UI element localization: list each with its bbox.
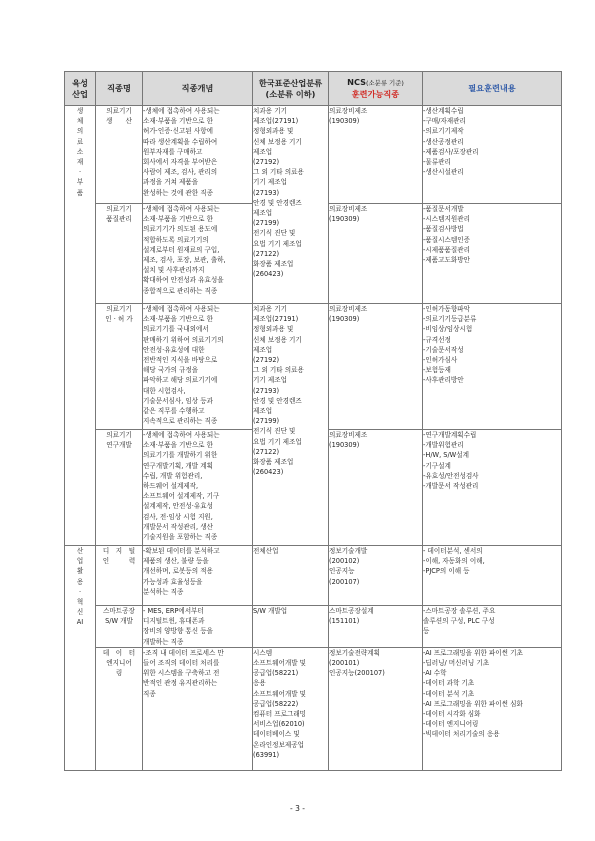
training-line: -인허가동향파악 — [423, 305, 470, 313]
training-content — [423, 546, 562, 606]
std-line: 치과용 기기 — [253, 305, 287, 313]
header-job: 직종명 — [96, 72, 143, 106]
concept-line: -조직 내 데이터 프로세스 만 — [143, 648, 224, 657]
concept-line: -생체에 접촉하여 사용되는 — [143, 107, 220, 115]
industry-classification — [253, 106, 329, 304]
concept-line: 검사, 전·임상 시험 지원, — [143, 512, 213, 521]
ncs-line: 인공지능 — [329, 567, 355, 576]
std-line: 소프트웨어개발 및 — [253, 659, 307, 668]
std-line: 온라인정보제공업 — [253, 740, 304, 749]
concept-line: 과정을 거쳐 제품을 — [143, 178, 199, 187]
std-line: 그 외 기타 의료용 — [253, 168, 304, 177]
concept-line: -생체에 접촉하여 사용되는 — [143, 305, 220, 313]
std-line: (27192) — [253, 356, 280, 365]
training-line: -빅데이터 처리기술의 응용 — [423, 730, 500, 739]
std-line: 서비스업(62010) — [253, 720, 305, 729]
concept-line: 안전성·유효성에 대한 — [143, 345, 205, 354]
training-line: -데이터 분석 기초 — [423, 689, 475, 698]
concept-line: -생체에 접촉하여 사용되는 — [143, 431, 220, 439]
std-line: (27199) — [253, 219, 280, 228]
header-std-line1: 한국표준산업분류 — [258, 77, 323, 88]
concept-line: 사람이 제조, 검사, 관리의 — [143, 168, 218, 177]
page-number: - 3 - — [290, 804, 305, 813]
training-line: 솔루션의 구성, PLC 구성 — [423, 617, 495, 626]
training-line: -생산계획수립 — [423, 107, 464, 115]
job-name-line: 인 · 허 가 — [105, 315, 133, 324]
std-line: 기기 제조업 — [253, 376, 287, 385]
sector-char: · — [78, 168, 82, 177]
training-content — [423, 647, 562, 770]
training-content — [423, 304, 562, 430]
concept-line: 소재·부품을 기반으로 한 — [143, 117, 213, 126]
ncs-line: (200107) — [329, 577, 360, 586]
header-ncs-red: 훈련가능직종 — [351, 89, 400, 99]
training-line: -품질시스템인증 — [423, 235, 470, 244]
table-body — [65, 106, 562, 771]
concept-line: 가능성과 효율성등을 — [143, 577, 203, 586]
std-line: 화장품 제조업 — [253, 260, 294, 269]
concept-line: 반적인 관정 유지관리하는 — [143, 679, 218, 688]
ncs-line: 정보기술전략계획 — [329, 648, 380, 657]
header-training: 필요훈련내용 — [423, 72, 562, 106]
training-line: -품질문서개발 — [423, 205, 464, 213]
concept-line: 소재·부품을 기반으로 한 — [143, 441, 213, 450]
std-line: 전기식 진단 및 — [253, 229, 296, 238]
sector-char: 체 — [76, 117, 84, 126]
training-line: -AI 프로그래밍을 위한 파이썬 기초 — [423, 648, 523, 657]
ncs-line: 인공지능(200107) — [329, 669, 385, 678]
sector-char: 혁 — [76, 598, 84, 607]
sector-char: 용 — [76, 577, 84, 586]
header-std-line2: (소분류 이하) — [265, 88, 316, 99]
concept-line: 판매하기 위하여 의료기기의 — [143, 335, 224, 344]
std-line: 화장품 제조업 — [253, 458, 294, 467]
std-line: (27122) — [253, 249, 280, 258]
ncs-category — [329, 204, 423, 304]
std-line: (260423) — [253, 468, 284, 477]
std-line: 전체산업 — [253, 547, 279, 555]
concept-line: 직종 — [143, 689, 156, 698]
concept-line: 설계로부터 원재료의 구입, — [143, 245, 220, 254]
ncs-line: (200102) — [329, 557, 360, 566]
std-line: 제조업 — [253, 345, 273, 354]
training-line: -규격선정 — [423, 335, 451, 344]
std-line: 공급업(58221) — [253, 669, 299, 678]
industry-classification — [253, 647, 329, 770]
job-name-line: 엔지니어 — [106, 659, 132, 668]
job-name — [96, 430, 143, 546]
std-line: 그 외 기타 의료용 — [253, 366, 304, 375]
ncs-line: 의료장비제조 — [329, 107, 368, 115]
std-line: 공급업(58222) — [253, 699, 299, 708]
concept-line: 소재·부품을 기반으로 한 — [143, 315, 213, 324]
header-ncs-line1 — [329, 77, 422, 89]
ncs-line: 의료장비제조 — [329, 431, 368, 439]
training-line: -이해, 자동화의 이해, — [423, 557, 485, 566]
std-line: 응용 — [253, 679, 266, 688]
table-row — [65, 304, 562, 430]
concept-line: 원부자재를 구매하고 — [143, 147, 203, 156]
concept-line: 장비의 양방향 통신 등을 — [143, 627, 213, 636]
training-line: -PJCP의 이해 등 — [423, 567, 470, 576]
job-name-line: 의료기기 — [106, 205, 132, 213]
std-line: 제조업(27191) — [253, 117, 299, 126]
training-line: -제품고도화방안 — [423, 256, 470, 265]
training-content — [423, 106, 562, 204]
concept-line: - MES, ERP에서부터 — [143, 607, 204, 615]
job-name-line: S/W 개발 — [105, 617, 133, 626]
job-name — [96, 204, 143, 304]
header-ncs-sub: (소분류 기준) — [366, 79, 404, 87]
concept-line: 지속적으로 관리하는 직종 — [143, 417, 218, 426]
std-line: 제조업 — [253, 209, 273, 218]
job-name-line: 스마트공장 — [103, 607, 135, 615]
std-line: 제조업 — [253, 147, 273, 156]
std-line: 안경 및 안경렌즈 — [253, 396, 302, 405]
std-line: 전기식 진단 및 — [253, 427, 296, 436]
training-line: -시제품품질관리 — [423, 245, 470, 254]
ncs-line: (190309) — [329, 315, 360, 324]
header-sector-line2: 산업 — [72, 88, 88, 99]
training-line: -개발문서 작성관리 — [423, 482, 479, 491]
training-line: 등 — [423, 627, 430, 636]
job-name — [96, 647, 143, 770]
table-row — [65, 606, 562, 648]
sector-cell-ai — [65, 546, 96, 771]
job-name — [96, 106, 143, 204]
std-line: 시스템 — [253, 648, 273, 657]
std-line: S/W 개발업 — [253, 607, 288, 615]
training-line: -의료기기제작 — [423, 127, 464, 136]
concept-line: 들어 조직의 데이터 처리를 — [143, 659, 220, 668]
sector-char: · — [78, 587, 82, 596]
concept-line: 대한 시험검사, — [143, 386, 186, 395]
std-line: 기기 제조업 — [253, 178, 287, 187]
std-line: 제조업(27191) — [253, 315, 299, 324]
ncs-category — [329, 647, 423, 770]
job-concept — [143, 304, 253, 430]
job-name-line: 의료기기 — [106, 431, 132, 439]
concept-line: 소재·부품을 기반으로 한 — [143, 215, 213, 224]
training-line: -보험등재 — [423, 366, 451, 375]
concept-line: 분석하는 직종 — [143, 587, 184, 596]
sector-char: 활 — [76, 567, 84, 576]
ncs-line: (200101) — [329, 659, 360, 668]
sector-char: 부 — [76, 178, 84, 187]
sector-char: 재 — [76, 158, 84, 167]
industry-classification — [253, 304, 329, 546]
std-line: (260423) — [253, 270, 284, 279]
concept-line: 수립, 개발 위험관리, — [143, 471, 203, 480]
concept-line: 의료기기를 국내외에서 — [143, 325, 209, 334]
header-concept: 직종개념 — [143, 72, 253, 106]
training-line: -기술문서작성 — [423, 345, 464, 354]
training-content — [423, 606, 562, 648]
std-line: 안경 및 안경렌즈 — [253, 198, 302, 207]
std-line: (63991) — [253, 750, 280, 759]
std-line: 정형외과용 및 — [253, 127, 294, 136]
ncs-line: 의료장비제조 — [329, 205, 368, 213]
job-name-line: 데 이 터 — [102, 648, 136, 657]
training-line: -데이터 과학 기초 — [423, 679, 475, 688]
concept-line: 회사에서 자격을 부여받은 — [143, 158, 218, 167]
training-line: -AI 프로그래밍을 위한 파이썬 심화 — [423, 699, 523, 708]
concept-line: 허가·인증·신고된 사항에 — [143, 127, 213, 136]
job-concept — [143, 606, 253, 648]
ncs-line: 의료장비제조 — [329, 305, 368, 313]
training-line: -의료기기등급분류 — [423, 315, 477, 324]
job-name-line: 품질관리 — [106, 215, 132, 224]
concept-line: 전반적인 지식을 바탕으로 — [143, 356, 218, 365]
concept-line: 연구개발기획, 개발 계획 — [143, 461, 213, 470]
concept-line: 위한 시스템을 구축하고 전 — [143, 669, 220, 678]
training-line: -기구설계 — [423, 461, 451, 470]
sector-cell-bio — [65, 106, 96, 546]
concept-line: 개발문서 작성관리, 생산 — [143, 522, 213, 531]
std-line: 제조업 — [253, 407, 273, 416]
training-line: -물류관리 — [423, 158, 451, 167]
sector-char: 의 — [76, 127, 84, 136]
concept-line: 하드웨어 설계제작, — [143, 482, 199, 491]
std-line: (27193) — [253, 386, 280, 395]
concept-line: 제조, 검사, 포장, 보관, 출하, — [143, 256, 226, 265]
training-line: -인허가심사 — [423, 356, 458, 365]
job-name-line: 인 력 — [102, 557, 136, 566]
concept-line: 소프트웨어 설계제작, 기구 — [143, 492, 220, 501]
table-row — [65, 546, 562, 606]
concept-line: 파악하고 해당 의료기기에 — [143, 376, 218, 385]
ncs-line: (151101) — [329, 617, 360, 626]
job-name-line: 링 — [115, 669, 123, 678]
header-ncs — [329, 72, 423, 106]
training-content — [423, 204, 562, 304]
std-line: 컴퓨터 프로그래밍 — [253, 710, 307, 719]
concept-line: 기술지원을 포함하는 직종 — [143, 533, 218, 542]
concept-line: -확보된 데이터를 분석하고 — [143, 547, 220, 555]
training-line: -연구개발계획수립 — [423, 431, 477, 439]
industry-classification — [253, 546, 329, 606]
sector-char: 산 — [76, 547, 84, 555]
std-line: 정형외과용 및 — [253, 325, 294, 334]
concept-line: 해당 국가의 규정을 — [143, 366, 199, 375]
std-line: 데이터베이스 및 — [253, 730, 300, 739]
concept-line: 개발하는 직종 — [143, 637, 184, 646]
concept-line: 디지털트윈, 휴대폰과 — [143, 617, 205, 626]
concept-line: -생체에 접촉하여 사용되는 — [143, 205, 220, 213]
concept-line: 설치 및 사후관리까지 — [143, 266, 205, 275]
training-line: -생산시설관리 — [423, 168, 464, 177]
job-name — [96, 304, 143, 430]
header-std — [253, 72, 329, 106]
job-concept — [143, 546, 253, 606]
ncs-category — [329, 606, 423, 648]
job-name-line: 생 산 — [106, 117, 132, 126]
job-concept — [143, 430, 253, 546]
std-line: 요법 기기 제조업 — [253, 437, 302, 446]
ncs-category — [329, 430, 423, 546]
ncs-line: (190309) — [329, 117, 360, 126]
job-name-line: 연구개발 — [106, 441, 132, 450]
training-line: -비임상/임상시험 — [423, 325, 473, 334]
job-concept — [143, 204, 253, 304]
industry-classification — [253, 606, 329, 648]
header-sector-line1: 육성 — [72, 77, 88, 88]
ncs-line: (190309) — [329, 441, 360, 450]
training-line: -사후관리방안 — [423, 376, 464, 385]
job-name — [96, 606, 143, 648]
std-line: (27192) — [253, 158, 280, 167]
ncs-line: (190309) — [329, 215, 360, 224]
table-row — [65, 106, 562, 204]
ncs-category — [329, 106, 423, 204]
training-line: -H/W, S/W설계 — [423, 451, 469, 460]
training-line: -구매/자재관리 — [423, 117, 466, 126]
training-line: -스마트공장 솔루션, 주요 — [423, 607, 496, 615]
occupation-table — [64, 71, 562, 771]
job-name — [96, 546, 143, 606]
concept-line: 개선하며, 로봇등의 적용 — [143, 567, 213, 576]
concept-line: 의료기기가 의도된 용도에 — [143, 225, 218, 234]
sector-char: 품 — [76, 188, 84, 197]
training-line: -제품검사/포장관리 — [423, 147, 479, 156]
ncs-category — [329, 546, 423, 606]
std-line: 소프트웨어개발 및 — [253, 689, 307, 698]
training-content — [423, 430, 562, 546]
std-line: 신체 보정용 기기 — [253, 335, 302, 344]
concept-line: 종합적으로 관리하는 직종 — [143, 286, 218, 295]
std-line: (27193) — [253, 188, 280, 197]
training-line: -딥러닝/ 머신러닝 기초 — [423, 659, 490, 668]
sector-char: 신 — [76, 608, 84, 617]
training-line: -데이터 시각화 심화 — [423, 710, 481, 719]
sector-char: AI — [76, 618, 84, 627]
concept-line: 기술문서심사, 임상 등과 — [143, 396, 213, 405]
concept-line: 적합하도록 의료기기의 — [143, 235, 209, 244]
ncs-line: 스마트공장설계 — [329, 607, 374, 615]
sector-char: 료 — [76, 137, 84, 146]
concept-line: 같은 직무를 수행하고 — [143, 407, 205, 416]
job-concept — [143, 647, 253, 770]
job-name-line: 디 지 털 — [102, 547, 136, 555]
concept-line: 완성하는 것에 관한 직종 — [143, 188, 213, 197]
training-line: -AI 수학 — [423, 669, 447, 678]
job-concept — [143, 106, 253, 204]
std-line: (27199) — [253, 417, 280, 426]
training-line: -생산공정관리 — [423, 137, 464, 146]
concept-line: 설계제작, 안전성·유효성 — [143, 502, 213, 511]
header-sector — [65, 72, 96, 106]
ncs-line: 정보기술개발 — [329, 547, 368, 555]
sector-char: 소 — [76, 147, 84, 156]
concept-line: 따라 생산계획을 수립하여 — [143, 137, 218, 146]
training-line: -데이터 엔지니어링 — [423, 720, 479, 729]
concept-line: 확대하여 안전성과 유효성을 — [143, 276, 224, 285]
sector-char: 업 — [76, 557, 84, 566]
table-header-row — [65, 72, 562, 106]
std-line: (27122) — [253, 447, 280, 456]
sector-char: 생 — [76, 107, 84, 115]
table-row — [65, 647, 562, 770]
training-line: -유효성/안전성검사 — [423, 471, 479, 480]
concept-line: 제품의 생산, 불량 등을 — [143, 557, 209, 566]
concept-line: 의료기기를 개발하기 위한 — [143, 451, 218, 460]
std-line: 치과용 기기 — [253, 107, 287, 115]
job-name-line: 의료기기 — [106, 107, 132, 115]
training-line: -품질검사방법 — [423, 225, 464, 234]
training-line: -개발위험관리 — [423, 441, 464, 450]
std-line: 신체 보정용 기기 — [253, 137, 302, 146]
ncs-category — [329, 304, 423, 430]
job-name-line: 의료기기 — [106, 305, 132, 313]
training-line: -시스템지원관리 — [423, 215, 470, 224]
header-ncs-title: NCS — [347, 77, 367, 87]
training-line: - 데이터분석, 센서의 — [423, 547, 483, 555]
std-line: 요법 기기 제조업 — [253, 239, 302, 248]
